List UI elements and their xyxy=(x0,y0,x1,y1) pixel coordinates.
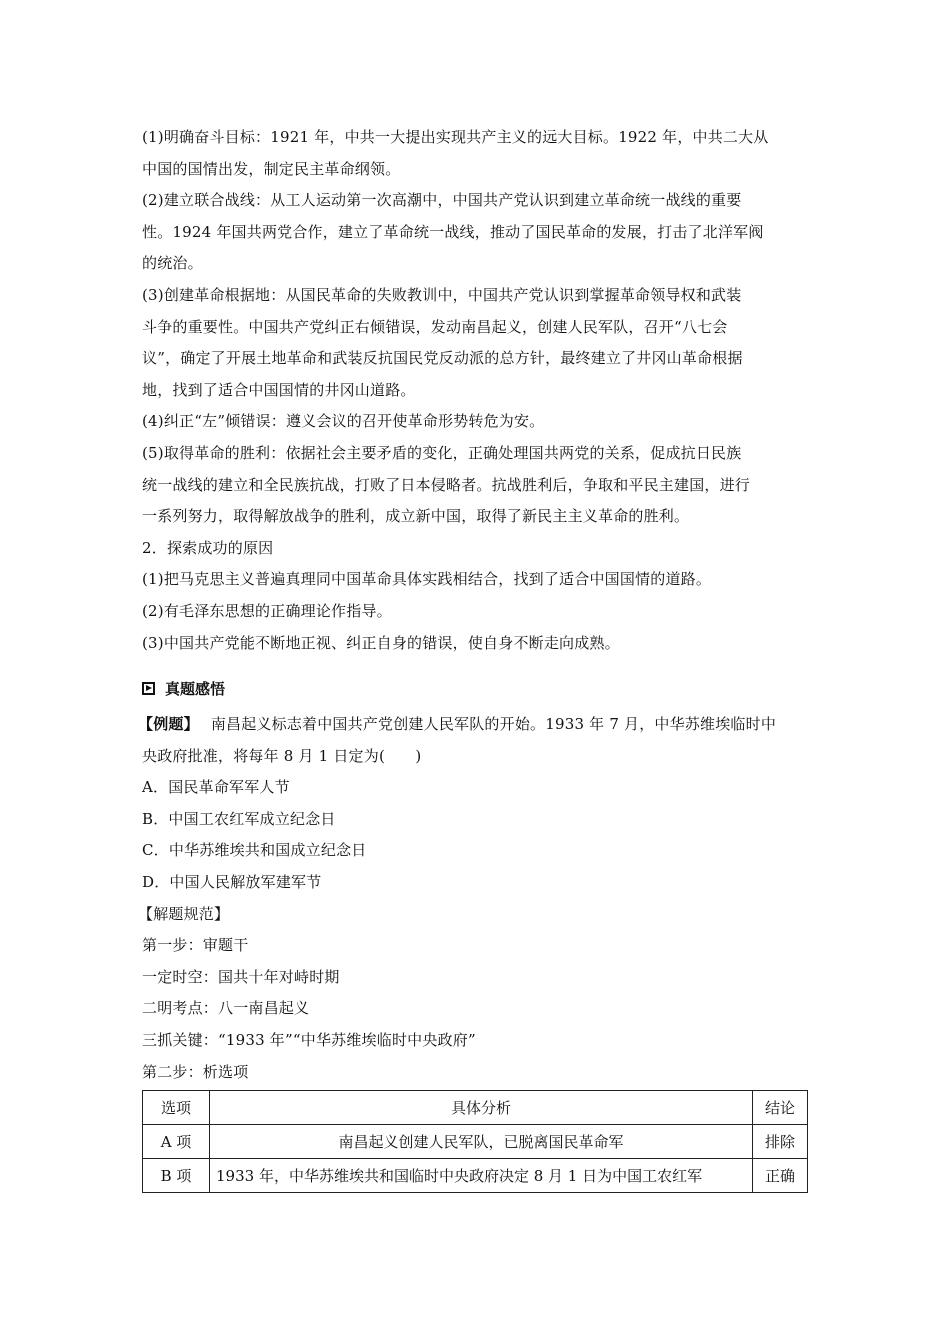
solution-time-space: 一定时空：国共十年对峙时期 xyxy=(142,967,340,986)
example-question xyxy=(138,709,810,899)
reason-item: (1)把马克思主义普遍真理同中国革命具体实践相结合，找到了适合中国国情的道路。 xyxy=(142,570,712,589)
question-text: 央政府批准，将每年 8 月 1 日定为( ) xyxy=(142,746,422,765)
text-line: 性。1924 年国共两党合作，建立了革命统一战线，推动了国民革命的发展，打击了北洋军阀 xyxy=(142,222,764,241)
heading-reasons: 2．探索成功的原因 xyxy=(142,538,274,557)
reason-item: (2)有毛泽东思想的正确理论作指导。 xyxy=(142,601,392,620)
paragraph-base-area xyxy=(142,280,810,406)
text-line: 斗争的重要性。中国共产党纠正右倾错误，发动南昌起义，创建人民军队，召开“八七会 xyxy=(142,317,728,336)
text-line: 地，找到了适合中国国情的井冈山道路。 xyxy=(142,380,416,399)
table-cell: 排除 xyxy=(753,1125,808,1159)
solution-step-1: 第一步：审题干 xyxy=(142,936,249,955)
table-cell: A 项 xyxy=(143,1125,210,1159)
table-header-cell: 选项 xyxy=(143,1091,210,1125)
example-tag: 【例题】 xyxy=(138,715,199,734)
solution-step-2: 第二步：析选项 xyxy=(142,1062,249,1081)
option-c: C．中华苏维埃共和国成立纪念日 xyxy=(142,841,367,860)
option-d: D．中国人民解放军建军节 xyxy=(142,873,322,892)
option-b: B．中国工农红军成立纪念日 xyxy=(142,809,336,828)
table-cell: 南昌起义创建人民军队，已脱离国民革命军 xyxy=(210,1125,753,1159)
text-line: (1)明确奋斗目标：1921 年，中共一大提出实现共产主义的远大目标。1922 年，中共二大从 xyxy=(142,128,769,146)
text-line: 中国的国情出发，制定民主革命纲领。 xyxy=(142,159,401,178)
text-line: (2)建立联合战线：从工人运动第一次高潮中，中国共产党认识到建立革命统一战线的重要 xyxy=(142,191,742,210)
table-header-cell: 具体分析 xyxy=(210,1091,753,1125)
text-line: 统一战线的建立和全民族抗战，打败了日本侵略者。抗战胜利后，争取和平民主建国，进行 xyxy=(142,475,751,494)
play-box-icon xyxy=(142,682,155,695)
table-cell: 1933 年，中华苏维埃共和国临时中央政府决定 8 月 1 日为中国工农红军 xyxy=(210,1159,753,1193)
text-line: (4)纠正“左”倾错误：遵义会议的召开使革命形势转危为安。 xyxy=(142,412,545,431)
text-line: (5)取得革命的胜利：依据社会主要矛盾的变化，正确处理国共两党的关系，促成抗日民族 xyxy=(142,443,742,462)
paragraph-victory xyxy=(142,438,810,533)
table-header-cell: 结论 xyxy=(753,1091,808,1125)
solution-heading: 【解题规范】 xyxy=(138,904,230,923)
text-line: 的统治。 xyxy=(142,254,203,273)
paragraph-correct-left xyxy=(142,406,810,438)
table-header-row xyxy=(143,1091,808,1125)
table-cell: B 项 xyxy=(143,1159,210,1193)
reason-item: (3)中国共产党能不断地正视、纠正自身的错误，使自身不断走向成熟。 xyxy=(142,633,620,652)
question-text: 南昌起义标志着中国共产党创建人民军队的开始。1933 年 7 月，中华苏维埃临时中 xyxy=(210,715,777,734)
document-page xyxy=(138,122,810,1193)
option-a: A．国民革命军军人节 xyxy=(142,778,290,797)
table-row xyxy=(143,1125,808,1159)
table-cell: 正确 xyxy=(753,1159,808,1193)
analysis-table xyxy=(142,1090,808,1193)
text-line: 一系列努力，取得解放战争的胜利，成立新中国，取得了新民主主义革命的胜利。 xyxy=(142,507,690,526)
solution-keywords: 三抓关键：“1933 年”“中华苏维埃临时中央政府” xyxy=(142,1031,476,1050)
section-title: 真题感悟 xyxy=(165,679,226,698)
paragraph-goal xyxy=(142,122,810,185)
text-line: (3)创建革命根据地：从国民革命的失败教训中，中国共产党认识到掌握革命领导权和武装 xyxy=(142,285,742,304)
solution-test-point: 二明考点：八一南昌起义 xyxy=(142,999,310,1018)
question-stem xyxy=(138,709,810,741)
table-row xyxy=(143,1159,808,1193)
solution-block xyxy=(138,899,810,1089)
section-heading xyxy=(142,673,810,703)
text-line: 议”，确定了开展土地革命和武装反抗国民党反动派的总方针，最终建立了井冈山革命根据 xyxy=(142,349,743,368)
paragraph-united-front xyxy=(142,185,810,280)
